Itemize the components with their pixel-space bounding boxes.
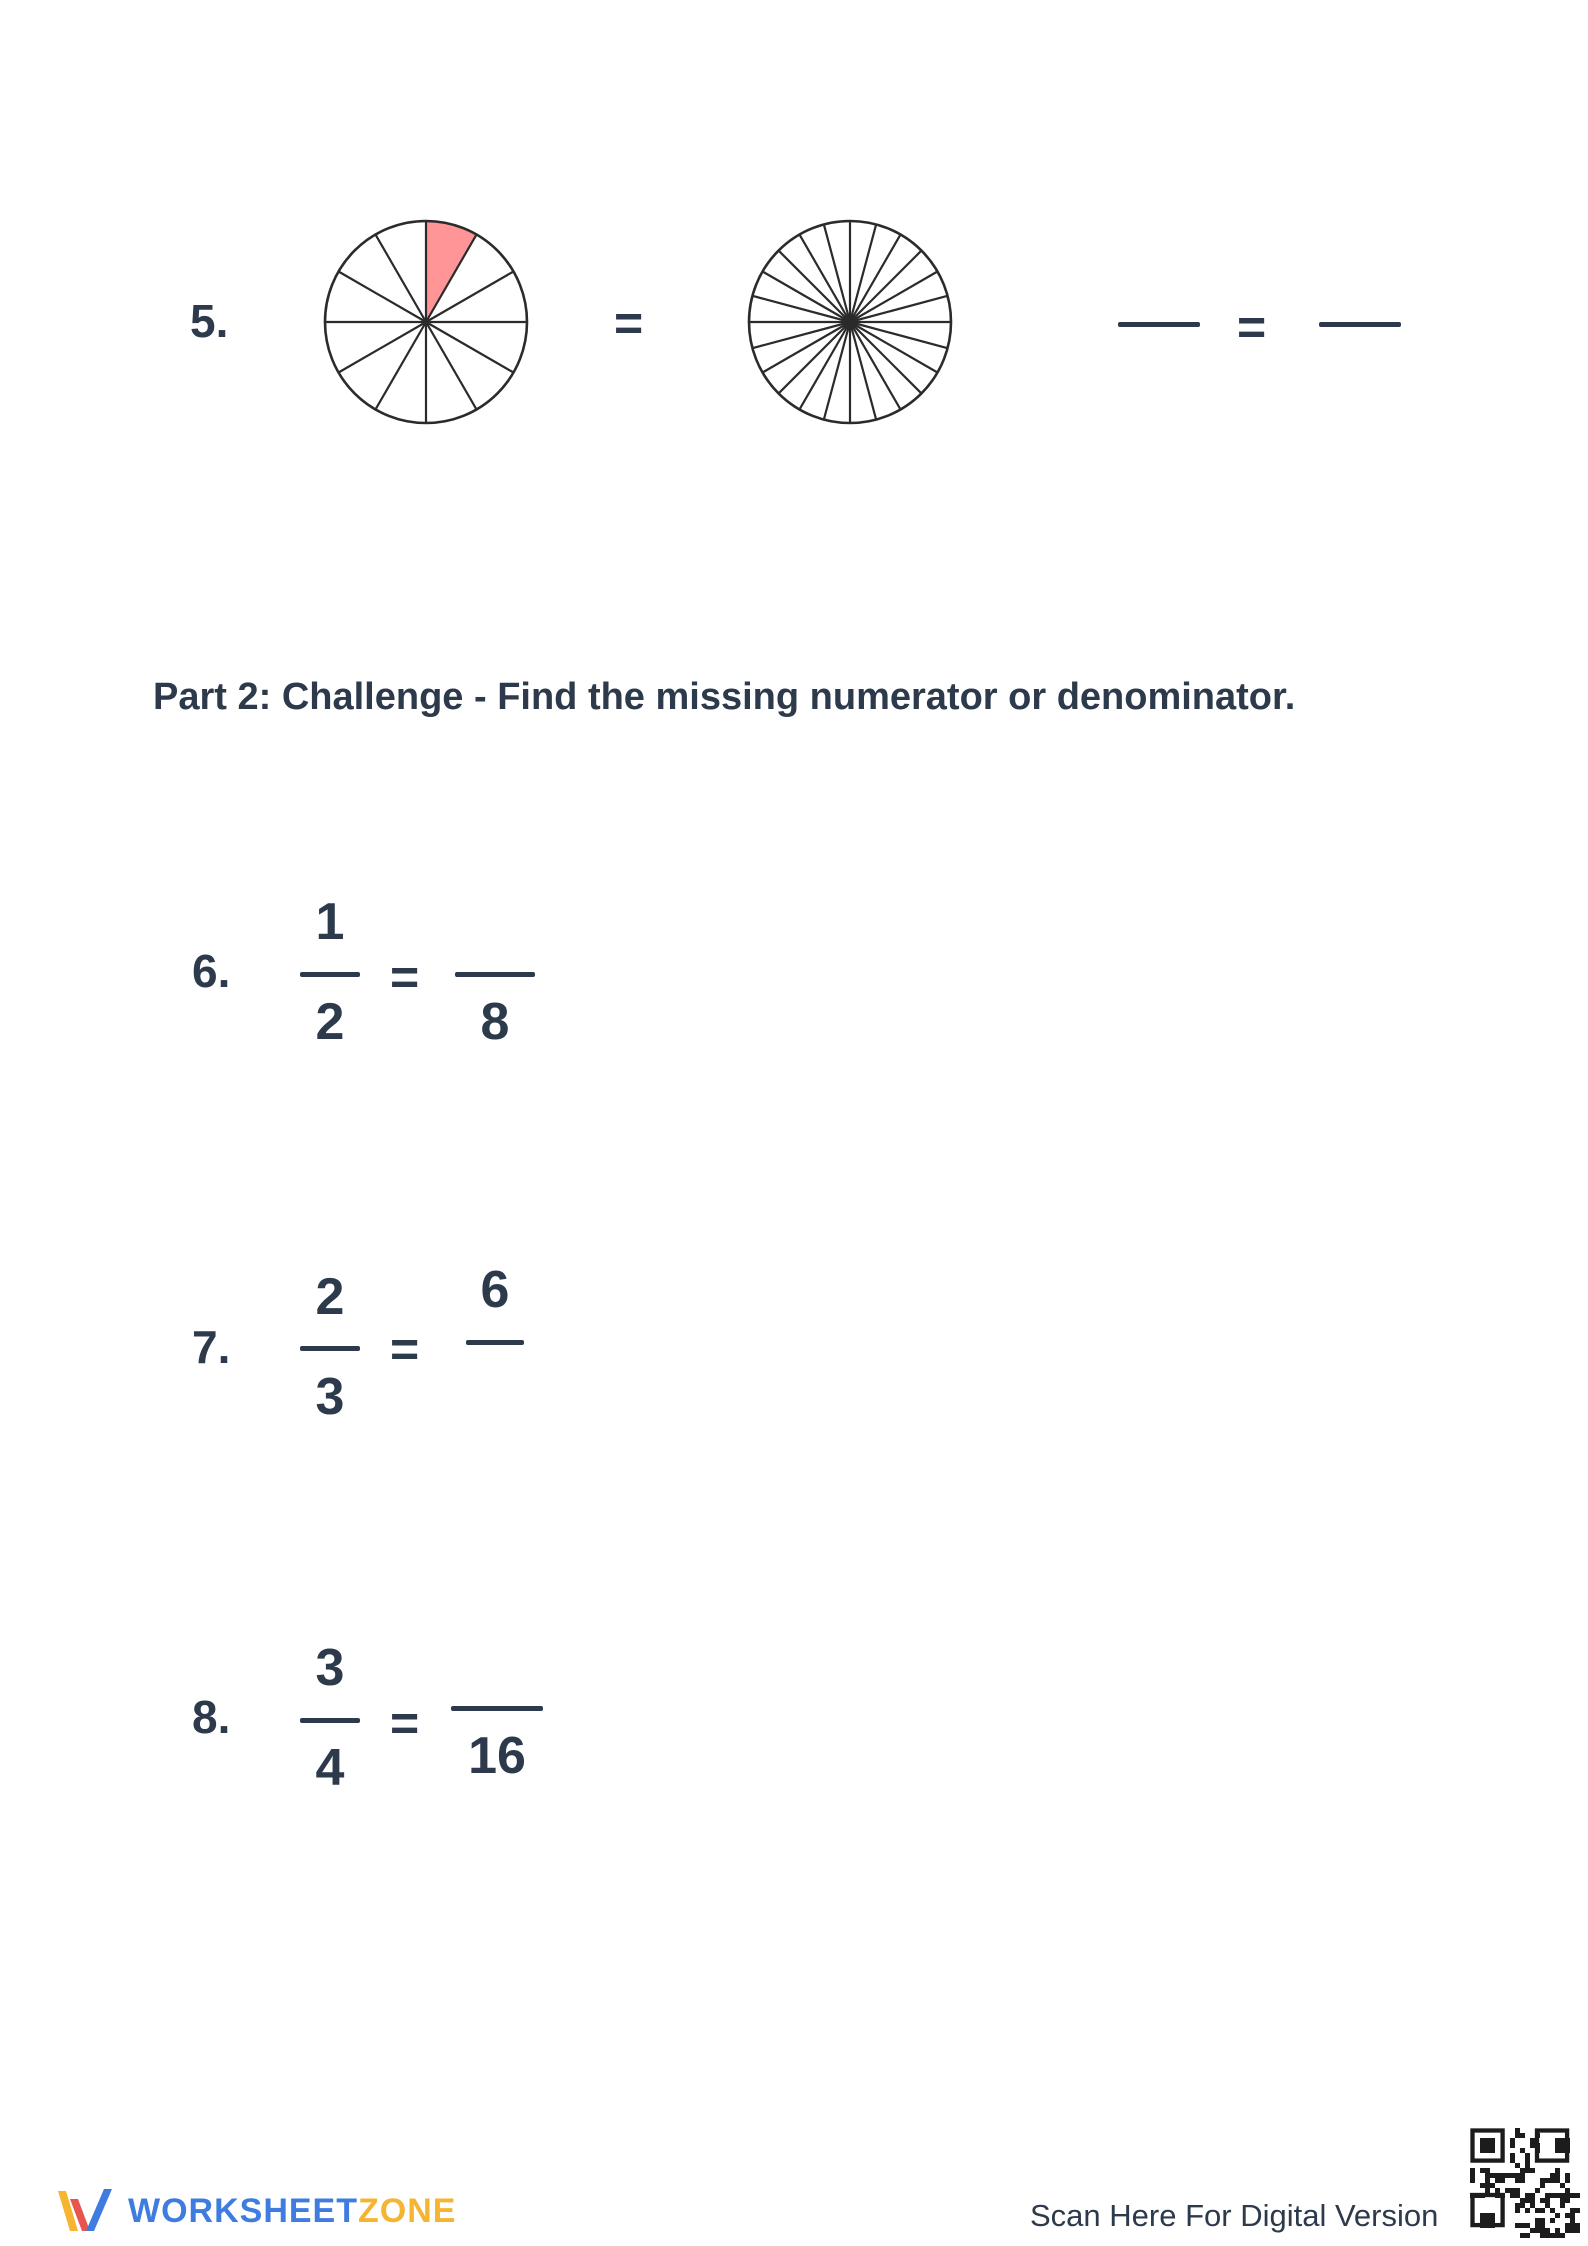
equals-sign: = — [390, 949, 420, 1005]
slice-divider — [339, 272, 426, 323]
left-numerator: 2 — [315, 1268, 345, 1326]
fraction-circle-24 — [744, 216, 956, 428]
slice-divider — [850, 224, 876, 322]
slice-divider — [426, 322, 477, 409]
right-fraction-bar — [451, 1706, 543, 1711]
left-fraction-bar — [300, 972, 360, 977]
scan-text: Scan Here For Digital Version — [1030, 2198, 1439, 2233]
brand-part-1: WORKSHEET — [128, 2191, 358, 2230]
slice-divider — [376, 235, 427, 322]
problem-label: 7. — [192, 1321, 231, 1373]
brand-part-2: ZONE — [358, 2191, 457, 2230]
slice-divider — [752, 322, 850, 348]
part-2-heading: Part 2: Challenge - Find the missing numerator or denominator. — [153, 676, 1296, 718]
answer-equals-sign: = — [1237, 299, 1267, 355]
right-fraction-bar — [455, 972, 535, 977]
slice-divider — [376, 322, 427, 409]
equals-sign: = — [614, 295, 644, 351]
slice-divider — [850, 322, 948, 348]
brand-name — [128, 2192, 456, 2231]
right-denominator: 16 — [468, 1727, 526, 1785]
left-fraction-bar — [300, 1718, 360, 1723]
slice-divider — [850, 296, 948, 322]
worksheetzone-w-logo-icon — [56, 2185, 114, 2237]
slice-divider — [824, 224, 850, 322]
brand-logo[interactable] — [56, 2185, 456, 2237]
left-denominator: 3 — [315, 1368, 345, 1426]
slice-divider — [426, 322, 513, 373]
right-fraction-bar — [466, 1340, 524, 1345]
left-fraction-bar — [300, 1346, 360, 1351]
answer-blank-right[interactable] — [1319, 322, 1401, 327]
slice-divider — [752, 296, 850, 322]
equals-sign: = — [390, 1695, 420, 1751]
left-denominator: 2 — [315, 993, 345, 1051]
right-numerator: 6 — [480, 1261, 510, 1319]
slice-divider — [824, 322, 850, 420]
left-numerator: 3 — [315, 1639, 345, 1697]
slice-divider — [850, 322, 876, 420]
fraction-circle-12 — [320, 216, 532, 428]
left-numerator: 1 — [315, 893, 345, 951]
qr-code-icon[interactable] — [1470, 2128, 1580, 2238]
problem-5-label: 5. — [190, 295, 229, 347]
answer-blank-left[interactable] — [1118, 322, 1200, 327]
left-denominator: 4 — [315, 1739, 345, 1797]
slice-divider — [339, 322, 426, 373]
equals-sign: = — [390, 1321, 420, 1377]
problem-label: 8. — [192, 1691, 231, 1743]
right-denominator: 8 — [480, 993, 510, 1051]
problem-label: 6. — [192, 945, 231, 997]
